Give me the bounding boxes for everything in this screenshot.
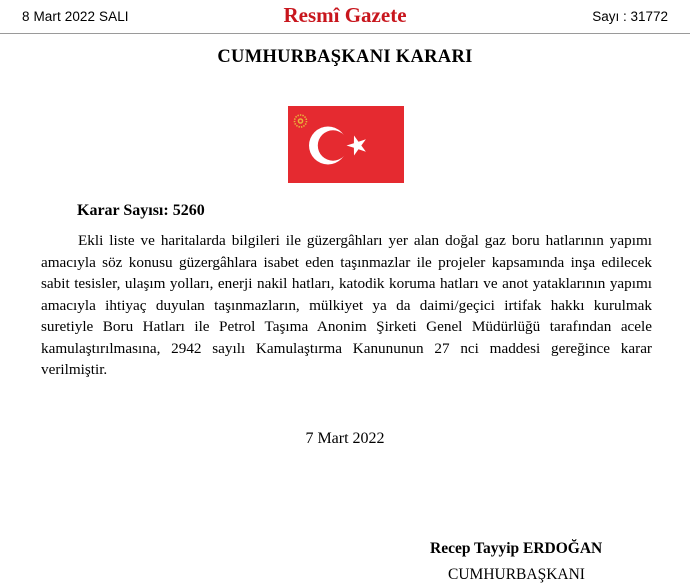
decision-number: Karar Sayısı: 5260	[77, 202, 205, 219]
turkish-flag-icon	[288, 106, 404, 183]
decision-body-text: Ekli liste ve haritalarda bilgileri ile güzergâhları yer alan doğal gaz boru hatlarının yapımı amacıyla söz konusu güzergâhlara isabet eden taşınmazlar ile projeler kapsamında inşa edilecek sabit tesisler, ulaşım yolları, enerji nakil hatları, katodik koruma hatları ve anot yataklarının yapımı amacıyla ihtiyaç duyulan taşınmazların, mülkiyet ya da daimi/geçici irtifak hakkı kurulmak suretiyle Boru Hatları ile Petrol Taşıma Anonim Şirketi Genel Müdürlüğü tarafından acele kamulaştırılmasına, 2942 sayılı Kamulaştırma Kanununun 27 nci maddesi gereğince karar verilmiştir.	[41, 232, 652, 378]
crescent-inner	[318, 130, 348, 160]
header-divider	[0, 33, 690, 34]
gazette-title: Resmî Gazete	[283, 3, 407, 27]
gazette-header	[0, 0, 690, 34]
signatory-title: CUMHURBAŞKANI	[448, 566, 585, 583]
decision-date: 7 Mart 2022	[305, 430, 385, 447]
issue-number: Sayı : 31772	[592, 9, 668, 24]
document-heading: CUMHURBAŞKANI KARARI	[217, 47, 473, 67]
publication-date: 8 Mart 2022 SALI	[22, 9, 129, 24]
signatory-name: Recep Tayyip ERDOĞAN	[430, 540, 603, 557]
